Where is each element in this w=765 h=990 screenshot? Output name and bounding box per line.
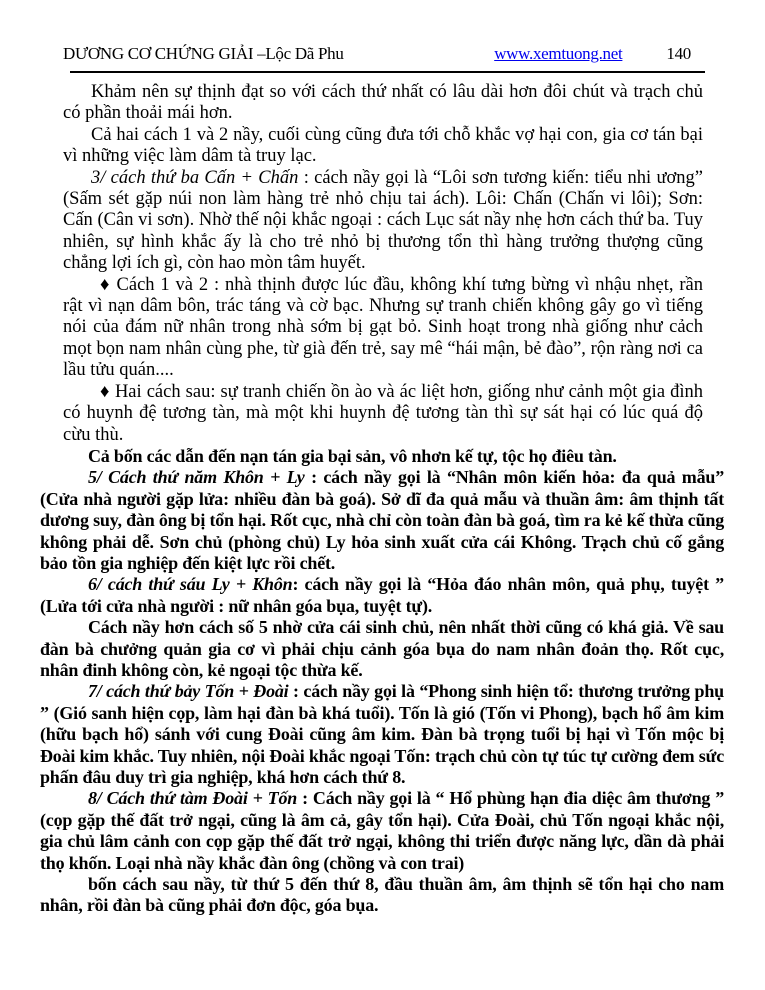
- paragraph-lead: 3/ cách thứ ba Cấn + Chấn: [91, 167, 299, 188]
- paragraph: [40, 874, 724, 917]
- paragraph: [40, 467, 724, 574]
- paragraph-text: Cả hai cách 1 và 2 nầy, cuối cùng cũng đưa tới chỗ khắc vợ hại con, gia cơ tán bại vì những việc làm dâm tà truy lạc.: [63, 124, 703, 167]
- paragraph-text: Cách nầy hơn cách số 5 nhờ cửa cái sinh chủ, nên nhất thời cũng có khá giả. Về sau đàn bà chưởng quản gia cơ vì phải chịu cảnh góa bụa do nam nhân đoản thọ. Rốt cục, nhân đinh không còn, kẻ ngoại tộc thừa kế.: [40, 617, 724, 680]
- website-link[interactable]: www.xemtuong.net: [494, 44, 623, 63]
- paragraph: [63, 275, 703, 382]
- page-header: [0, 44, 765, 64]
- paragraph-text: ♦ Hai cách sau: sự tranh chiến ồn ào và ác liệt hơn, giống như cảnh một gia đình có huynh đệ tương tàn, mà một khi huynh đệ tương tàn thì sự sát hại có lúc quá độ cừu thù.: [63, 381, 703, 445]
- paragraph: [40, 788, 724, 874]
- paragraph-lead: 7/ cách thứ bảy Tốn + Đoài: [88, 681, 289, 702]
- paragraph: [63, 168, 703, 275]
- paragraph: [40, 681, 724, 788]
- paragraph: [63, 382, 703, 446]
- paragraph: [63, 82, 703, 125]
- paragraph-text: : Cách nầy gọi là “ Hổ phùng hạn đia diệc âm thương ” (cọp gặp thế đất trở ngại, cũng là âm cả, gây tổn hại). Cửa Đoài, chủ Tốn ngoại khắc nội, gia chủ lâm cảnh con cọp gặp thế đất trở ngại, không thi triển được năng lực, dần dà phải thọ khốn. Loại nhà nầy khắc đàn ông (chồng và con trai): [40, 788, 724, 873]
- paragraph-lead: 6/ cách thứ sáu Ly + Khôn: [88, 574, 293, 595]
- paragraph: [40, 446, 724, 467]
- book-title: DƯƠNG CƠ CHỨNG GIẢI –Lộc Dã Phu: [63, 44, 344, 63]
- paragraph-lead: 5/ Cách thứ năm Khôn + Ly: [88, 467, 305, 488]
- paragraph-text: : cách nầy gọi là “Hỏa đáo nhân môn, quả phụ, tuyệt ” (Lửa tới cửa nhà người : nữ nhân góa bụa, tuyệt tự).: [40, 574, 724, 616]
- paragraph-text: : cách nầy gọi là “Nhân môn kiến hỏa: đa quả mẫu” (Cửa nhà người gặp lửa: nhiều đàn bà goá). Sở dĩ đa quả mẫu và thuần âm: âm thịnh tất dương suy, đàn ông bị tổn hại. Rốt cục, nhà chỉ còn toàn đàn bà goá, tìm ra kẻ kế thừa cũng không phải dễ. Sơn chủ (phòng chủ) Ly hỏa sinh xuất cửa cái Không. Trạch chủ cố gắng bảo tồn gia nghiệp đến kiệt lực rồi chết.: [40, 467, 725, 573]
- paragraph-text: : cách nầy gọi là “Lôi sơn tương kiến: tiểu nhi ương” (Sấm sét gặp núi non làm hàng trẻ nhỏ chịu tai ách). Lôi: Chấn (Chấn vi lôi); Sơn: Cấn (Cân vi sơn). Nhờ thế nội khắc ngoại : cách Lục sát nầy nhẹ hơn cách thứ ba. Tuy nhiên, sự hình khắc ấy là cho trẻ nhỏ bị thương tổn thì hàng trưởng thượng cũng chẳng lợi ích gì, còn hao mòn tâm huyết.: [63, 167, 703, 274]
- paragraph-text: Cả bốn các dẫn đến nạn tán gia bại sản, vô nhơn kế tự, tộc họ điêu tàn.: [88, 445, 617, 466]
- paragraph: [40, 574, 724, 617]
- page-number: 140: [666, 44, 691, 63]
- paragraph-text: : cách nầy gọi là “Phong sinh hiện tổ: thương trưởng phụ ” (Gió sanh hiện cọp, làm hại đàn bà khá tuổi). Tốn là gió (Tốn vi Phong), bạch hổ âm kim (hữu bạch hổ) sánh với cung Đoài cũng âm kim. Đàn bà trọng tuổi bị hại vì Tốn mộc bị Đoài kim khắc. Tuy nhiên, nội Đoài khắc ngoại Tốn: trạch chủ còn tự túc tự cường đem sức phấn đâu duy trì gia nghiệp, khá hơn cách thứ 8.: [40, 681, 724, 787]
- paragraph-lead: 8/ Cách thứ tàm Đoài + Tốn: [88, 788, 298, 809]
- paragraph-text: ♦ Cách 1 và 2 : nhà thịnh được lúc đầu, không khí tưng bừng vì nhậu nhẹt, rần rật vì nạn dâm bôn, trác táng và cờ bạc. Nhưng sự tranh chiến không gây go vì tiếng nói của đám nữ nhân trong nhà sớm bị gạt bỏ. Sinh hoạt trong nhà giống như cảch mọt bọn nam nhân cùng phe, từ già đến trẻ, say mê “hái mận, bẻ đào”, rộn ràng nơi ca lầu tửu quán....: [63, 274, 703, 381]
- paragraph: [63, 125, 703, 168]
- paragraph: [40, 617, 724, 681]
- paragraph-text: bốn cách sau nầy, từ thứ 5 đến thứ 8, đầu thuần âm, âm thịnh sẽ tổn hại cho nam nhân, rồi đàn bà cũng phải đơn độc, góa bụa.: [40, 874, 724, 916]
- document-body: [0, 73, 765, 917]
- paragraph-text: Khảm nên sự thịnh đạt so với cách thứ nhất có lâu dài hơn đôi chút và trạch chủ có phần thoải mái hơn.: [63, 82, 703, 124]
